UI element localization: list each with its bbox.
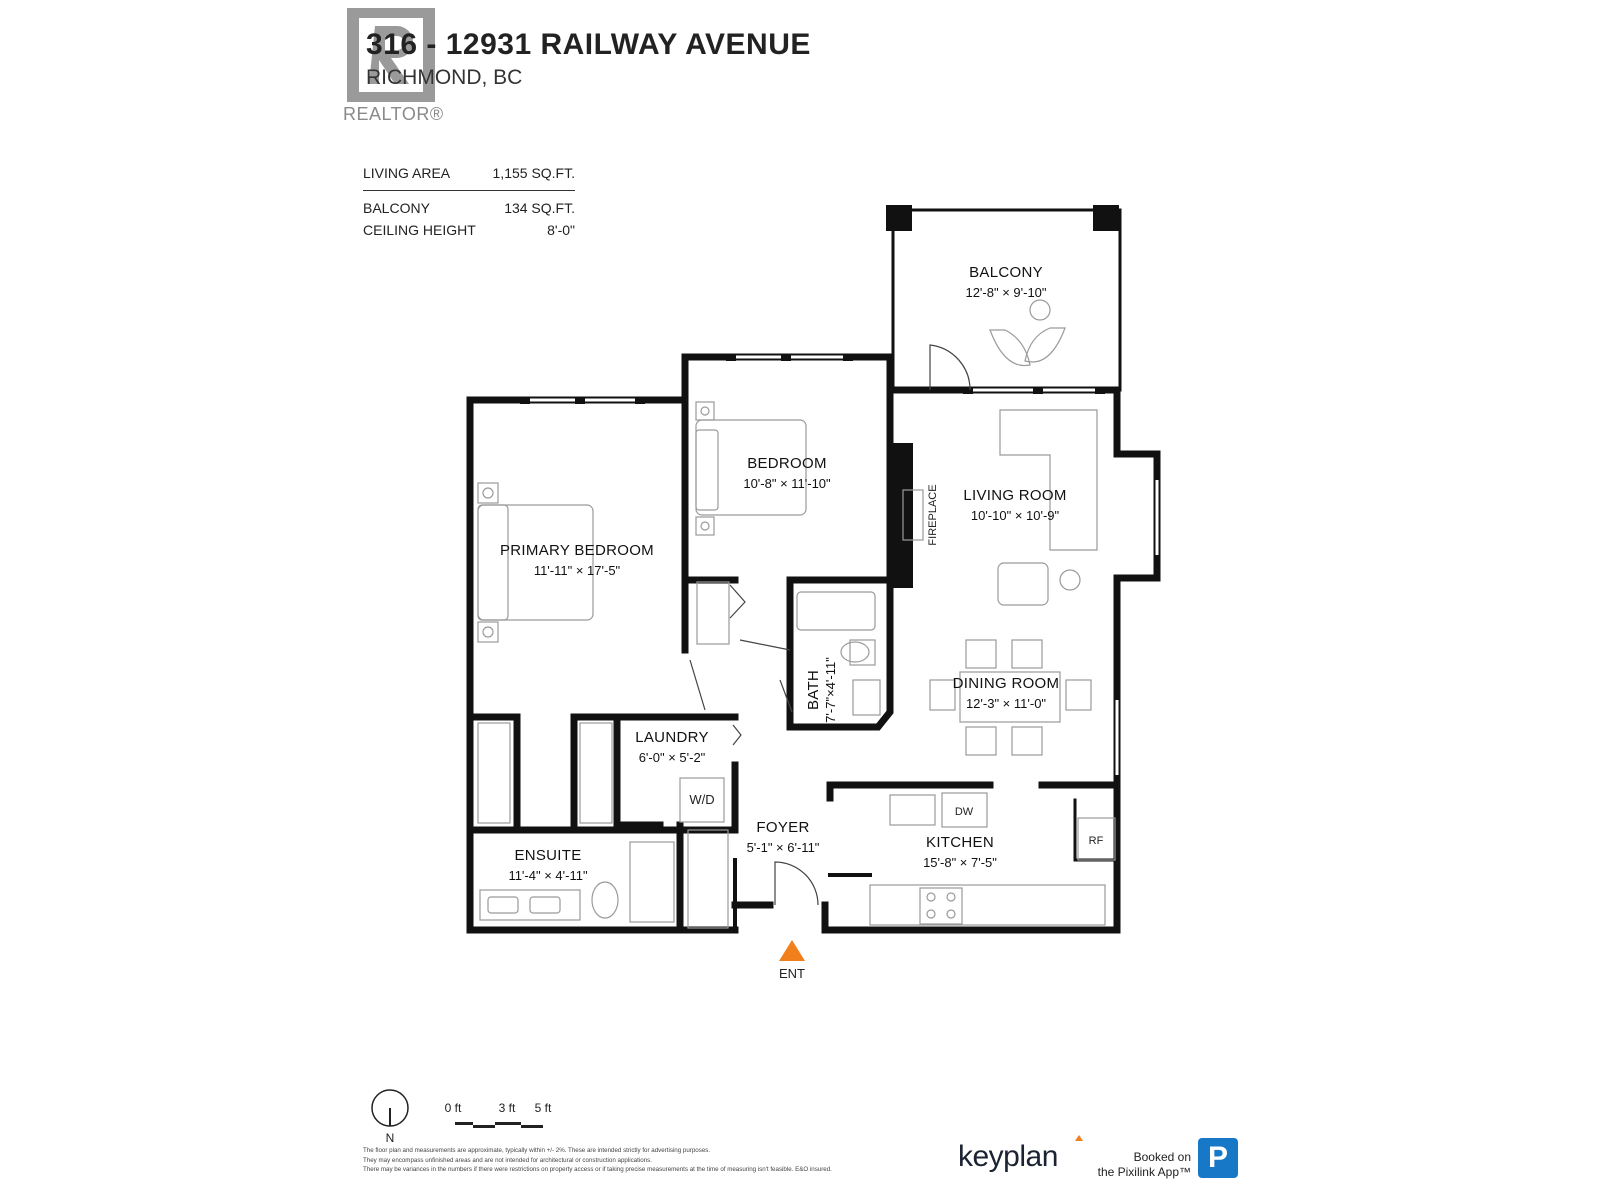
room-living-dims: 10'-10" × 10'-9" — [970, 508, 1060, 523]
windows — [520, 205, 1119, 404]
scale-five: 5 ft — [534, 1101, 552, 1115]
realtor-logo-text: REALTOR® — [343, 104, 444, 124]
disclaimer — [363, 1146, 923, 1175]
room-balcony-name: BALCONY — [969, 264, 1043, 281]
fridge-label: RF — [1088, 835, 1104, 847]
property-city: RICHMOND, BC — [366, 66, 523, 89]
room-primary-name: PRIMARY BEDROOM — [500, 542, 654, 559]
room-bedroom-name: BEDROOM — [747, 455, 827, 472]
room-primary-dims: 11'-11" × 17'-5" — [533, 563, 621, 578]
pixilink-app-icon[interactable]: P — [1198, 1138, 1238, 1178]
stat-label: LIVING AREA — [363, 165, 451, 181]
dishwasher-label: DW — [954, 806, 974, 818]
booked-line: Booked on — [1133, 1150, 1191, 1164]
room-dining-dims: 12'-3" × 11'-0" — [965, 696, 1047, 711]
washer-dryer-label: W/D — [689, 792, 715, 807]
north-label: N — [385, 1131, 395, 1145]
room-dining-name: DINING ROOM — [952, 675, 1060, 692]
room-foyer-dims: 5'-1" × 6'-11" — [746, 840, 820, 855]
stat-value: 8'-0" — [547, 222, 575, 238]
stat-value: 134 SQ.FT. — [504, 200, 575, 216]
fireplace-label: FIREPLACE — [927, 484, 939, 546]
room-ensuite-dims: 11'-4" × 4'-11" — [508, 868, 588, 883]
north-arrow-icon — [372, 1090, 408, 1126]
room-kitchen-dims: 15'-8" × 7'-5" — [923, 855, 997, 870]
keyplan-logo: keyplan — [958, 1140, 1058, 1173]
booked-line: the Pixilink App™ — [1097, 1165, 1191, 1179]
room-foyer-name: FOYER — [756, 819, 810, 836]
room-laundry-dims: 6'-0" × 5'-2" — [638, 750, 706, 765]
booked-on-pixilink — [1085, 1150, 1191, 1180]
entrance-marker-icon — [779, 940, 805, 961]
room-bedroom-dims: 10'-8" × 11'-10" — [743, 476, 831, 491]
scale-bar — [455, 1122, 543, 1128]
entrance-label: ENT — [779, 966, 805, 981]
room-balcony-dims: 12'-8" × 9'-10" — [965, 285, 1047, 300]
scale-zero: 0 ft — [444, 1101, 462, 1115]
room-living-name: LIVING ROOM — [963, 487, 1067, 504]
stat-value: 1,155 SQ.FT. — [492, 165, 575, 181]
room-bath-dims: 7'-7"×4'-11" — [823, 657, 838, 723]
disclaimer-line: There may be variances in the numbers if there were restrictions on property access or if taking precise measurements at the time of measuring isn't feasible. E&O insured. — [363, 1166, 832, 1173]
room-bath-name: BATH — [805, 669, 822, 711]
keyplan-accent-icon — [1075, 1135, 1083, 1141]
disclaimer-line: The floor plan and measurements are approximate, typically within +/- 2%. These are intended strictly for advertising purposes. — [363, 1147, 711, 1154]
room-kitchen-name: KITCHEN — [926, 834, 994, 851]
disclaimer-line: They may encompass unfinished areas and are not intended for architectural or construction applications. — [363, 1156, 652, 1164]
stat-label: BALCONY — [363, 200, 430, 216]
property-address-title: 316 - 12931 RAILWAY AVENUE — [366, 28, 811, 61]
room-ensuite-name: ENSUITE — [514, 847, 582, 864]
stat-label: CEILING HEIGHT — [363, 222, 476, 238]
room-laundry-name: LAUNDRY — [635, 729, 709, 746]
scale-three: 3 ft — [498, 1101, 516, 1115]
